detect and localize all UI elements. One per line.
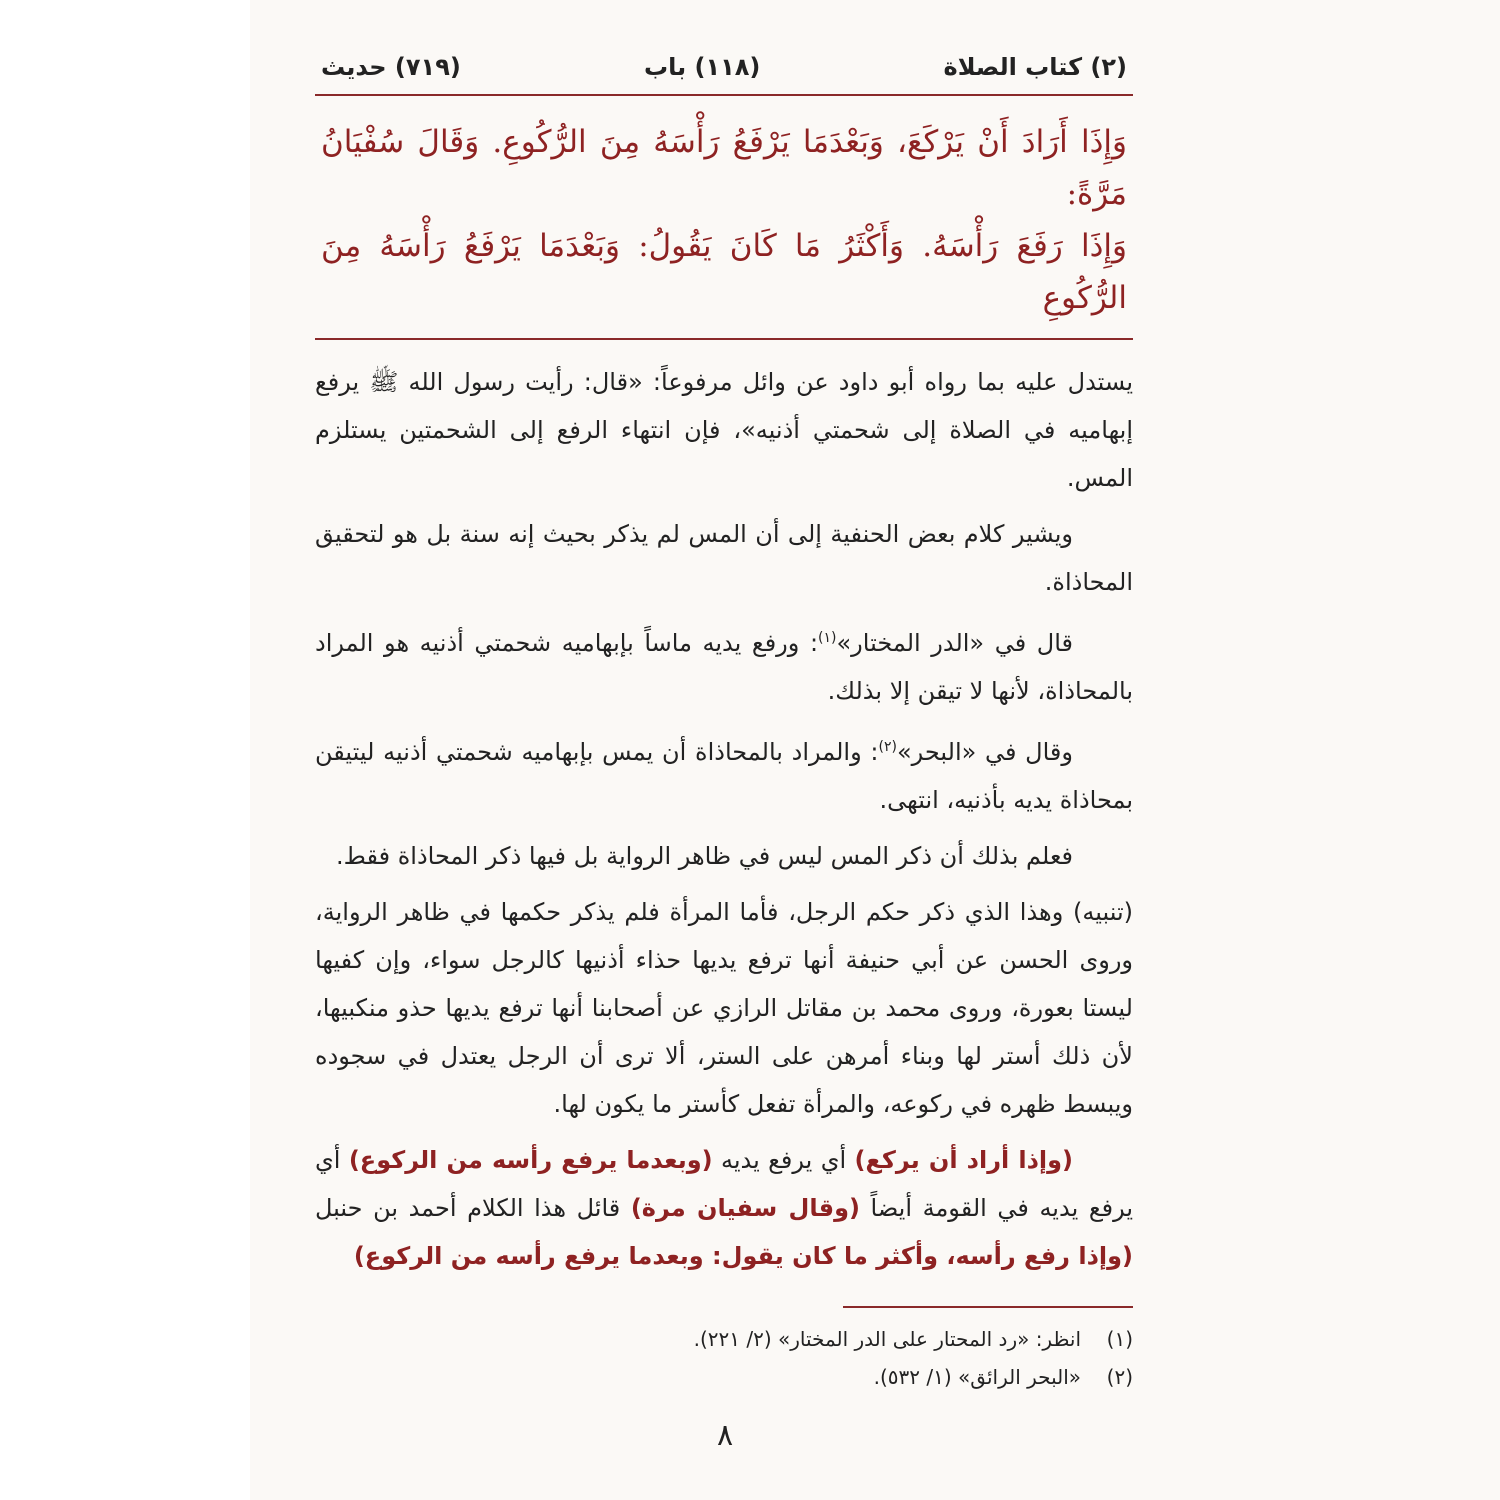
hadith-text: [315, 96, 1133, 340]
paragraph-3-start: قال في «الدر المختار»: [836, 629, 1073, 657]
footnote-text: انظر: «رد المحتار على الدر المختار» (٢/ ٢٢١).: [693, 1327, 1081, 1351]
footnotes: [315, 1320, 1133, 1396]
commentary: [315, 340, 1133, 1280]
footnote-2: [315, 1358, 1133, 1396]
running-header: [315, 40, 1133, 96]
header-book: (٢) كتاب الصلاة: [943, 53, 1127, 81]
footnote-1: [315, 1320, 1133, 1358]
footnote-number: (٢): [1106, 1365, 1133, 1389]
paragraph-6: (تنبيه) وهذا الذي ذكر حكم الرجل، فأما المرأة فلم يذكر حكمها في ظاهر الرواية، وروى الحسن عن أبي حنيفة أنها ترفع يديها حذاء أذنيها كالرجل سواء، وإن كفيها ليستا بعورة، وروى محمد بن مقاتل الرازي عن أصحابنا أنها ترفع يديها حذو منكبيها، لأن ذلك أستر لها وبناء أمرهن على الستر، ألا ترى أن الرجل يعتدل في سجوده ويبسط ظهره في ركوعه، والمرأة تفعل كأستر ما يكون لها.: [315, 898, 1133, 1118]
hadith-line-1: وَإِذَا أَرَادَ أَنْ يَرْكَعَ، وَبَعْدَمَا يَرْفَعُ رَأْسَهُ مِنَ الرُّكُوعِ. وَقَالَ سُفْيَانُ مَرَّةً:: [321, 124, 1127, 212]
paragraph-7: [315, 1136, 1133, 1280]
footnote-separator: [843, 1306, 1133, 1308]
book-page: [250, 0, 1500, 1500]
quote-3: (وقال سفيان مرة): [630, 1194, 860, 1222]
gloss-2: أي يرفع يديه في القومة أيضاً: [315, 1146, 1134, 1222]
paragraph-5: فعلم بذلك أن ذكر المس ليس في ظاهر الرواية بل فيها ذكر المحاذاة فقط.: [336, 842, 1073, 870]
quote-2: (وبعدما يرفع رأسه من الركوع): [348, 1146, 713, 1174]
gloss-3: قائل هذا الكلام أحمد بن حنبل: [315, 1194, 631, 1222]
gloss-1: أي يرفع يديه: [712, 1146, 855, 1174]
footnote-ref-2: (٢): [878, 739, 897, 755]
header-hadith: (٧١٩) حديث: [321, 53, 461, 81]
paragraph-1: يستدل عليه بما رواه أبو داود عن وائل مرفوعاً: «قال: رأيت رسول الله ﷺ يرفع إبهاميه في الصلاة إلى شحمتي أذنيه»، فإن انتهاء الرفع إلى الشحمتين يستلزم المس.: [315, 368, 1133, 492]
footnote-number: (١): [1106, 1327, 1133, 1351]
page-number: ٨: [716, 1418, 734, 1453]
paragraph-4-start: وقال في «البحر»: [896, 738, 1073, 766]
hadith-line-2: وَإِذَا رَفَعَ رَأْسَهُ. وَأَكْثَرُ مَا كَانَ يَقُولُ: وَبَعْدَمَا يَرْفَعُ رَأْسَهُ مِنَ الرُّكُوعِ: [321, 228, 1127, 316]
paragraph-3: [315, 614, 1133, 715]
header-chapter: (١١٨) باب: [643, 53, 761, 81]
paragraph-4-end: : والمراد بالمحاذاة أن يمس بإبهاميه شحمتي أذنيه ليتيقن بمحاذاة يديه بأذنيه، انتهى.: [315, 738, 1133, 814]
quote-4: (وإذا رفع رأسه، وأكثر ما كان يقول: وبعدما يرفع رأسه من الركوع): [353, 1242, 1133, 1270]
paragraph-2: ويشير كلام بعض الحنفية إلى أن المس لم يذكر بحيث إنه سنة بل هو لتحقيق المحاذاة.: [315, 520, 1133, 596]
footnote-ref-1: (١): [818, 630, 837, 646]
footnote-text: «البحر الرائق» (١/ ٥٣٢).: [873, 1365, 1081, 1389]
paragraph-4: [315, 723, 1133, 824]
page-content: [315, 40, 1133, 1396]
paragraph-3-end: : ورفع يديه ماساً بإبهاميه شحمتي أذنيه هو المراد بالمحاذاة، لأنها لا تيقن إلا بذلك.: [315, 629, 1133, 705]
quote-1: (وإذا أراد أن يركع): [854, 1146, 1073, 1174]
